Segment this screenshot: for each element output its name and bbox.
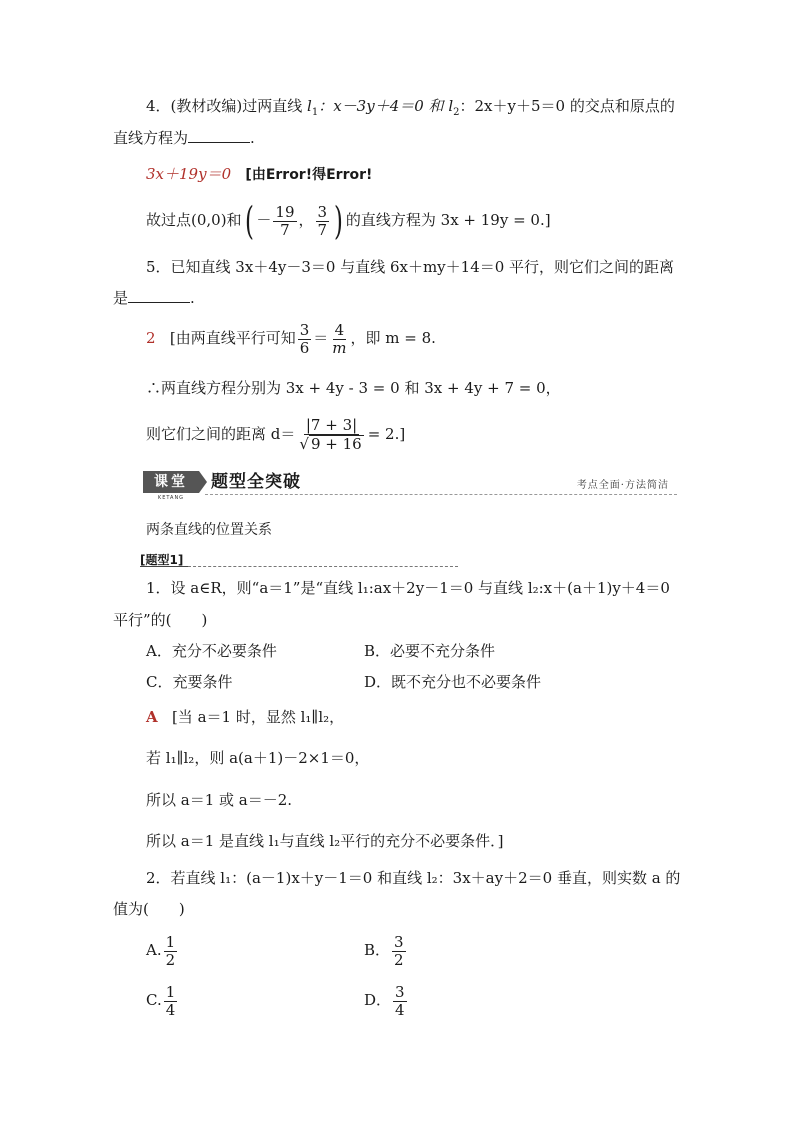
q4-l1-sub: 1: [311, 107, 319, 118]
q4-line2-text: 直线方程为: [113, 129, 189, 147]
q4-l2: l: [448, 97, 454, 115]
p2-b-num: 3: [394, 932, 404, 951]
q4-eq2: ：2x＋y＋5＝0 的交点和原点的: [459, 97, 675, 115]
q4-answer: 3x＋19y＝0: [146, 165, 232, 183]
q5-expl1-pre: [由两直线平行可知: [169, 329, 296, 347]
q5-answer-blank: [128, 288, 190, 303]
q5-distance-den: √ 9 + 16: [299, 435, 362, 453]
q5-answer: 2: [146, 329, 156, 347]
q5-line2-text: 是: [113, 289, 129, 307]
right-paren-icon: ): [334, 199, 343, 243]
q5-distance-num: |7 + 3|: [305, 416, 358, 434]
p1-option-d: D．既不充分也不必要条件: [364, 673, 542, 691]
q4-period: .: [250, 129, 255, 147]
p1-expl1: [当 a＝1 时，显然 l₁∥l₂，: [171, 708, 345, 726]
p2-line2: 值为( ): [113, 900, 185, 918]
q4-solution-line2: [146, 200, 551, 241]
type-tag: [题型1]: [140, 553, 184, 567]
p2-d-den: 4: [395, 1000, 405, 1019]
q4-frac1: [273, 204, 296, 239]
q5-frac1-den: 6: [299, 338, 310, 357]
q5-expl3-pre: 则它们之间的距离 d＝: [146, 425, 296, 443]
p1-solution-line3: 所以 a＝1 或 a＝－2.: [146, 791, 293, 809]
q5-period: .: [190, 289, 195, 307]
p2-option-d-label: D．: [364, 991, 392, 1009]
banner-right-text: 考点全面·方法简洁: [576, 480, 669, 491]
p1-answer: A: [146, 708, 158, 726]
banner-title: 题型全突破: [211, 472, 301, 492]
p2-option-a-frac: [164, 934, 178, 969]
p1-option-a: A．充分不必要条件: [146, 642, 277, 660]
p2-option-b-frac: [392, 934, 406, 969]
q4-expl2-pre: 故过点(0,0)和: [146, 211, 242, 229]
q5-line1: [146, 257, 674, 277]
q5-frac2-den: m: [332, 338, 347, 357]
p1-solution-line1: [146, 707, 344, 727]
p1-solution-line2: 若 l₁∥l₂，则 a(a＋1)－2×1＝0，: [146, 749, 370, 767]
p1-line1-text: 1．设 a∈R，则“a＝1”是“直线 l₁:ax＋2y－1＝0 与直线 l₂:x＋(a＋1)y＋4＝0: [146, 579, 670, 597]
q4-frac2-num: 3: [317, 202, 328, 221]
q4-expl2-post: 的直线方程为 3x + 19y = 0.]: [345, 211, 551, 229]
p1-line2: [113, 610, 207, 630]
q4-expl1: [由Error!得Error!: [245, 167, 373, 183]
type-tag-dashed-line: [188, 566, 458, 567]
q4-l2-sub: 2: [453, 107, 460, 118]
p2-option-b-label: B．: [364, 941, 391, 959]
p1-line2-text: 平行”的( ): [113, 611, 208, 629]
type-tag-underline: [140, 566, 188, 567]
p2-option-d-frac: [393, 984, 407, 1019]
p2-option-a-label: A.: [146, 941, 162, 959]
q5-expl2: ∴两直线方程分别为 3x + 4y - 3 = 0 和 3x + 4y + 7 = 0，: [146, 379, 561, 397]
q4-minus: －: [256, 211, 272, 229]
p2-option-a: [146, 930, 179, 970]
q4-solution-line1: [146, 164, 372, 185]
q4-line1: [146, 96, 675, 123]
p2-option-c-label: C.: [146, 991, 162, 1009]
q5-expl1-post: ，即 m = 8.: [350, 329, 436, 347]
q5-solution-line2: [146, 378, 561, 398]
left-paren-icon: (: [244, 199, 254, 243]
p1-option-c: C．充要条件: [146, 673, 233, 691]
p2-b-den: 2: [394, 950, 404, 969]
p2-d-num: 3: [395, 982, 405, 1001]
q5-distance-frac: [297, 417, 365, 453]
q5-frac1: [298, 322, 312, 357]
q5-line2: [113, 288, 195, 308]
banner-divider: [205, 494, 677, 495]
q4-frac2: [316, 204, 330, 239]
banner-arrow-icon: [199, 471, 207, 493]
banner-tag-sub: KETANG: [157, 495, 185, 501]
p2-a-num: 1: [165, 932, 176, 951]
p2-c-num: 1: [165, 982, 176, 1001]
q4-comma: ，: [298, 211, 314, 229]
section-title: 两条直线的位置关系: [146, 522, 272, 538]
q5-solution-line3: [146, 414, 405, 454]
p1-solution-line4: 所以 a＝1 是直线 l₁与直线 l₂平行的充分不必要条件．]: [146, 832, 504, 850]
q4-line1-prefix: 4．(教材改编)过两直线: [146, 97, 308, 115]
p1-line1: [146, 578, 670, 598]
q5-frac1-num: 3: [299, 320, 310, 339]
q5-equals: ＝: [313, 329, 329, 347]
q4-frac2-den: 7: [317, 220, 328, 239]
q5-sqrt-content: 9 + 16: [310, 435, 362, 453]
p2-option-d: [364, 980, 409, 1020]
p2-option-c-frac: [164, 984, 178, 1019]
p2-line1: 2．若直线 l₁：(a－1)x＋y－1＝0 和直线 l₂：3x＋ay＋2＝0 垂直，则实数 a 的: [146, 869, 681, 887]
p2-a-den: 2: [165, 950, 176, 969]
banner-tag: 课堂: [143, 471, 199, 493]
q4-answer-blank: [188, 128, 250, 143]
q4-frac1-num: 19: [275, 202, 295, 221]
p2-c-den: 4: [165, 1000, 176, 1019]
q4-line2: [113, 128, 255, 148]
p2-option-c: [146, 980, 179, 1020]
q5-expl3-post: = 2.]: [367, 425, 406, 443]
q5-frac2: [330, 322, 348, 357]
p2-option-b: [364, 930, 408, 970]
q5-line1-text: 5．已知直线 3x＋4y－3＝0 与直线 6x＋my＋14＝0 平行，则它们之间的距离: [146, 258, 675, 276]
q4-eq1: ：x－3y＋4＝0 和: [318, 97, 449, 115]
q5-solution-line1: [146, 318, 436, 358]
q4-l1: l: [307, 97, 312, 115]
q5-frac2-num: 4: [334, 320, 345, 339]
section-banner: [143, 471, 677, 505]
q4-frac1-den: 7: [280, 220, 290, 239]
p1-option-b: B．必要不充分条件: [364, 642, 496, 660]
